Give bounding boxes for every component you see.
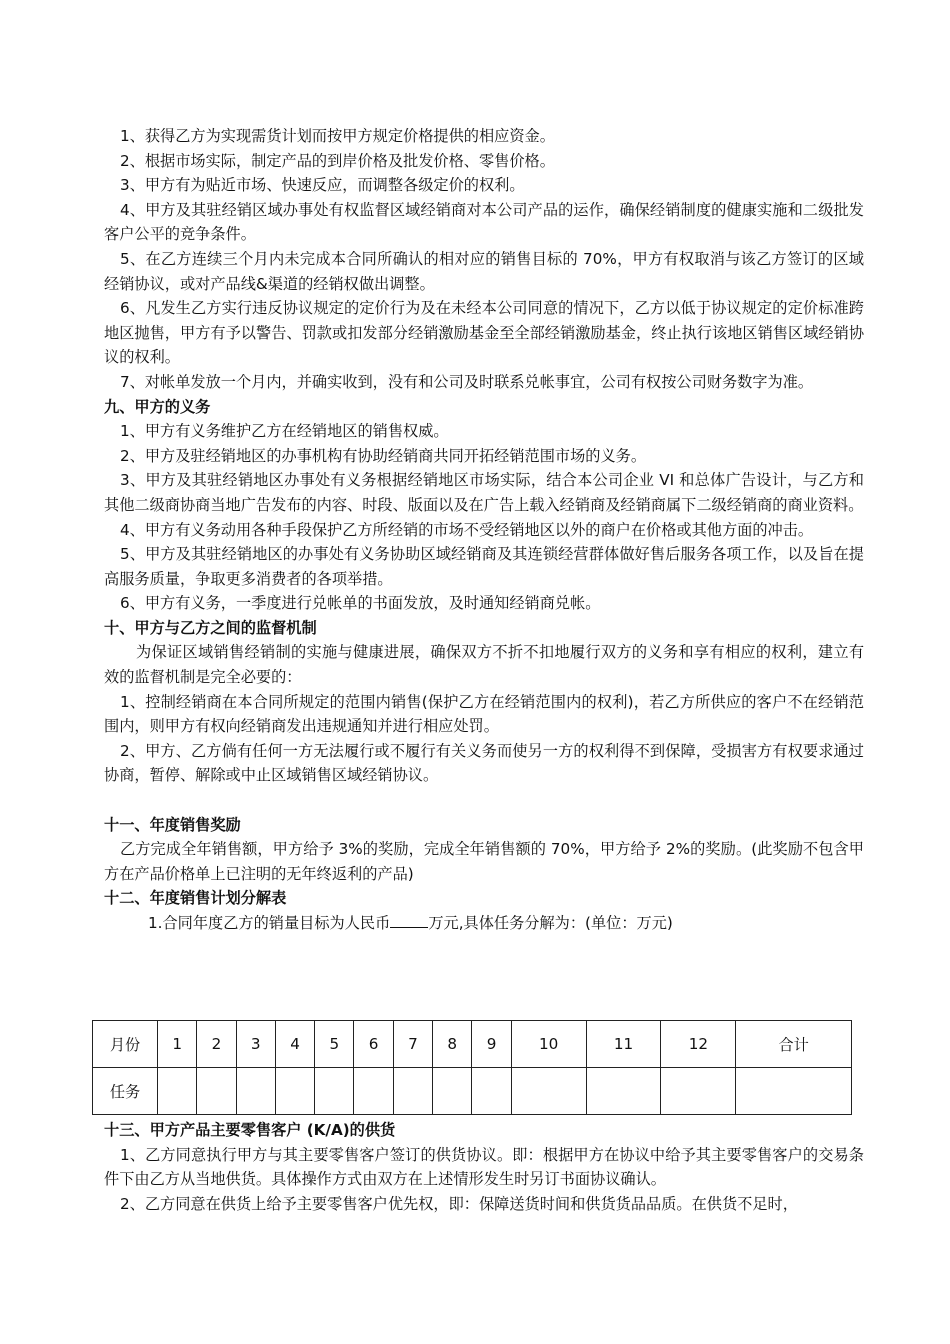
sec13-item-2: 2、乙方同意在供货上给予主要零售客户优先权，即：保障送货时间和供货货品品质。在供货不足时，: [120, 1194, 798, 1213]
section-11-heading: 十一、年度销售奖励: [104, 815, 241, 834]
month-cell: 10: [511, 1021, 586, 1068]
section-12-heading: 十二、年度销售计划分解表: [104, 889, 287, 908]
task-input-cell[interactable]: [433, 1068, 472, 1115]
task-input-cell[interactable]: [586, 1068, 661, 1115]
task-input-cell[interactable]: [275, 1068, 314, 1115]
sec8-item-3: 3、甲方有为贴近市场、快速反应，而调整各级定价的权利。: [120, 176, 525, 195]
section-13-heading: 十三、甲方产品主要零售客户 (K/A)的供货: [104, 1121, 396, 1139]
month-cell: 11: [586, 1021, 661, 1068]
sec9-item-2: 2、甲方及驻经销地区的办事机构有协助经销商共同开拓经销范围市场的义务。: [120, 446, 647, 465]
sec10-item-1: 1、控制经销商在本合同所规定的范围内销售(保护乙方在经销范围内的权利)，若乙方所供应的客户不在经销范围内，则甲方有权向经销商发出违规通知并进行相应处罚。: [104, 692, 864, 736]
month-header-cell: 月份: [93, 1021, 158, 1068]
table-row-tasks: [93, 1068, 852, 1115]
sec13-item-1: 1、乙方同意执行甲方与其主要零售客户签订的供货协议。即：根据甲方在协议中给予其主要零售客户的交易条件下由乙方从当地供货。具体操作方式由双方在上述情形发生时另订书面协议确认。: [104, 1145, 864, 1189]
section-9-heading: 九、甲方的义务: [104, 397, 211, 416]
task-input-cell[interactable]: [511, 1068, 586, 1115]
month-cell: 5: [315, 1021, 354, 1068]
document-body: [104, 124, 864, 936]
sec8-item-6: 6、凡发生乙方实行违反协议规定的定价行为及在未经本公司同意的情况下，乙方以低于协议规定的定价标准跨地区抛售，甲方有予以警告、罚款或扣发部分经销激励基金至全部经销激励基金，终止执行该地区销售区域经销协议的权利。: [104, 299, 864, 367]
task-input-cell[interactable]: [236, 1068, 275, 1115]
month-cell: 1: [158, 1021, 197, 1068]
sec10-intro: 为保证区域销售经销制的实施与健康进展，确保双方不折不扣地履行双方的义务和享有相应的权利，建立有效的监督机制是完全必要的：: [104, 643, 864, 687]
document-body-continued: [104, 1118, 864, 1216]
sec11-text: 乙方完成全年销售额，甲方给予 3%的奖励，完成全年销售额的 70%，甲方给予 2%的奖励。(此奖励不包含甲方在产品价格单上已注明的无年终返利的产品): [104, 840, 864, 883]
task-header-cell: 任务: [93, 1068, 158, 1115]
month-cell: 7: [393, 1021, 432, 1068]
sales-plan-table: [92, 1020, 852, 1115]
sales-target-line: [104, 911, 864, 936]
task-input-cell[interactable]: [354, 1068, 393, 1115]
month-cell: 3: [236, 1021, 275, 1068]
task-input-cell[interactable]: [315, 1068, 354, 1115]
task-input-cell[interactable]: [661, 1068, 736, 1115]
month-cell: 12: [661, 1021, 736, 1068]
total-header-cell: 合计: [736, 1021, 852, 1068]
sec9-item-5: 5、甲方及其驻经销地区的办事处有义务协助区域经销商及其连锁经营群体做好售后服务各项工作，以及旨在提高服务质量，争取更多消费者的各项举措。: [104, 545, 864, 588]
sec9-item-4: 4、甲方有义务动用各种手段保护乙方所经销的市场不受经销地区以外的商户在价格或其他方面的冲击。: [120, 520, 814, 539]
sec8-item-1: 1、获得乙方为实现需货计划而按甲方规定价格提供的相应资金。: [120, 127, 555, 145]
table-row-months: [93, 1021, 852, 1068]
task-input-cell[interactable]: [197, 1068, 236, 1115]
sales-target-text-after: 万元,具体任务分解为：(单位：万元): [428, 914, 673, 932]
sales-target-text-before: 1.合同年度乙方的销量目标为人民币: [148, 914, 391, 932]
task-total-cell[interactable]: [736, 1068, 852, 1115]
sec8-item-5: 5、在乙方连续三个月内未完成本合同所确认的相对应的销售目标的 70%，甲方有权取消与该乙方签订的区域经销协议，或对产品线&渠道的经销权做出调整。: [104, 249, 864, 293]
task-input-cell[interactable]: [472, 1068, 511, 1115]
month-cell: 8: [433, 1021, 472, 1068]
month-cell: 4: [275, 1021, 314, 1068]
sec10-item-2: 2、甲方、乙方倘有任何一方无法履行或不履行有关义务而使另一方的权利得不到保障，受损害方有权要求通过协商，暂停、解除或中止区域销售区域经销协议。: [104, 741, 864, 785]
sec8-item-4: 4、甲方及其驻经销区域办事处有权监督区域经销商对本公司产品的运作，确保经销制度的健康实施和二级批发客户公平的竞争条件。: [104, 200, 864, 244]
sec9-item-6: 6、甲方有义务，一季度进行兑帐单的书面发放，及时通知经销商兑帐。: [120, 594, 601, 613]
task-input-cell[interactable]: [158, 1068, 197, 1115]
task-input-cell[interactable]: [393, 1068, 432, 1115]
section-10-heading: 十、甲方与乙方之间的监督机制: [104, 618, 317, 637]
month-cell: 6: [354, 1021, 393, 1068]
sec9-item-3: 3、甲方及其驻经销地区办事处有义务根据经销地区市场实际，结合本公司企业 VI 和总体广告设计，与乙方和其他二级商协商当地广告发布的内容、时段、版面以及在广告上载入经销商及经销商属下二级经销商的商业资料。: [104, 471, 864, 514]
sec9-item-1: 1、甲方有义务维护乙方在经销地区的销售权威。: [120, 422, 449, 441]
sec8-item-2: 2、根据市场实际，制定产品的到岸价格及批发价格、零售价格。: [120, 151, 555, 170]
spacer: [104, 788, 864, 813]
month-cell: 2: [197, 1021, 236, 1068]
sales-target-blank[interactable]: [390, 913, 428, 928]
month-cell: 9: [472, 1021, 511, 1068]
sec8-item-7: 7、对帐单发放一个月内，并确实收到，没有和公司及时联系兑帐事宜，公司有权按公司财务数字为准。: [120, 372, 814, 391]
